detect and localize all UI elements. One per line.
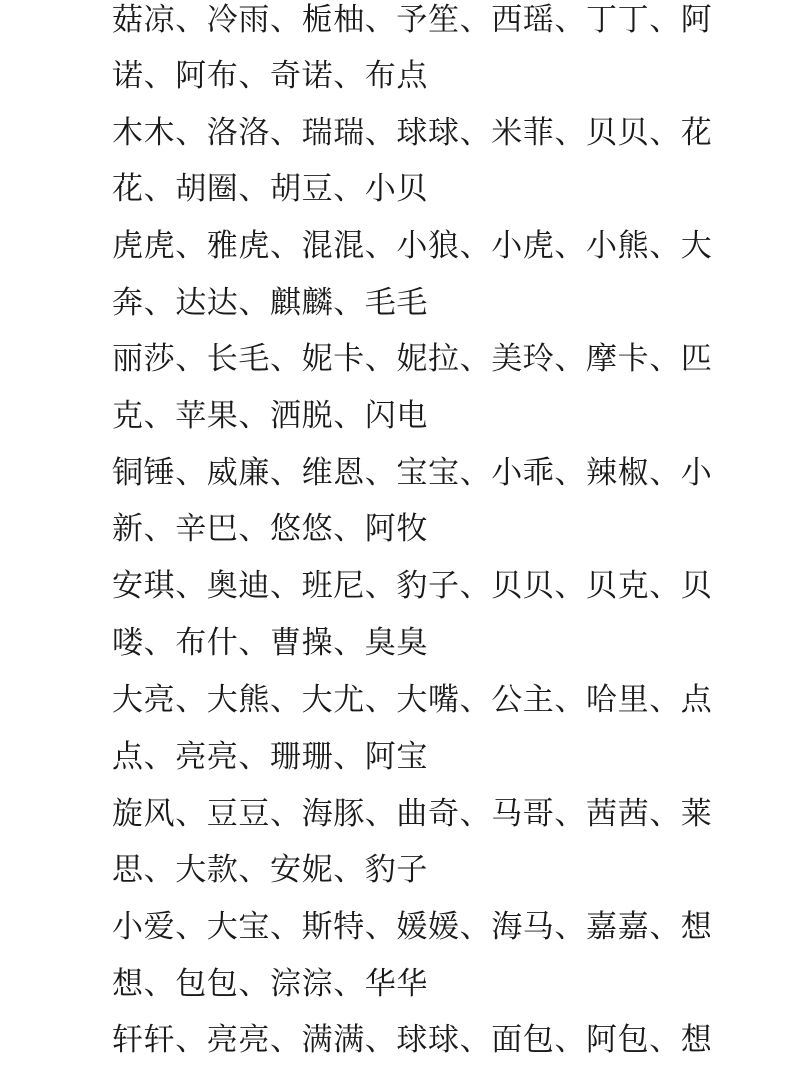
text-line: 想、包包、淙淙、华华 xyxy=(112,966,428,1002)
text-line: 克、苹果、洒脱、闪电 xyxy=(112,398,428,434)
text-line: 诺、阿布、奇诺、布点 xyxy=(112,58,428,94)
text-line: 木木、洛洛、瑞瑞、球球、米菲、贝贝、花 xyxy=(112,115,713,151)
text-line: 喽、布什、曹操、臭臭 xyxy=(112,625,428,661)
text-line: 铜锤、威廉、维恩、宝宝、小乖、辣椒、小 xyxy=(112,455,713,491)
text-line: 轩轩、亮亮、满满、球球、面包、阿包、想 xyxy=(112,1022,713,1058)
text-line: 小爱、大宝、斯特、媛媛、海马、嘉嘉、想 xyxy=(112,909,713,945)
text-line: 安琪、奥迪、班尼、豹子、贝贝、贝克、贝 xyxy=(112,568,713,604)
text-line: 虎虎、雅虎、混混、小狼、小虎、小熊、大 xyxy=(112,228,713,264)
text-line: 花、胡圈、胡豆、小贝 xyxy=(112,171,428,207)
text-line: 丽莎、长毛、妮卡、妮拉、美玲、摩卡、匹 xyxy=(112,341,713,377)
text-line: 菇凉、冷雨、栀柚、予笙、西瑶、丁丁、阿 xyxy=(112,2,713,38)
text-line: 旋风、豆豆、海豚、曲奇、马哥、茜茜、莱 xyxy=(112,796,713,832)
text-line: 点、亮亮、珊珊、阿宝 xyxy=(112,739,428,775)
text-line: 大亮、大熊、大尤、大嘴、公主、哈里、点 xyxy=(112,682,713,718)
text-line: 新、辛巴、悠悠、阿牧 xyxy=(112,511,428,547)
text-line: 思、大款、安妮、豹子 xyxy=(112,852,428,888)
text-line: 奔、达达、麒麟、毛毛 xyxy=(112,285,428,321)
